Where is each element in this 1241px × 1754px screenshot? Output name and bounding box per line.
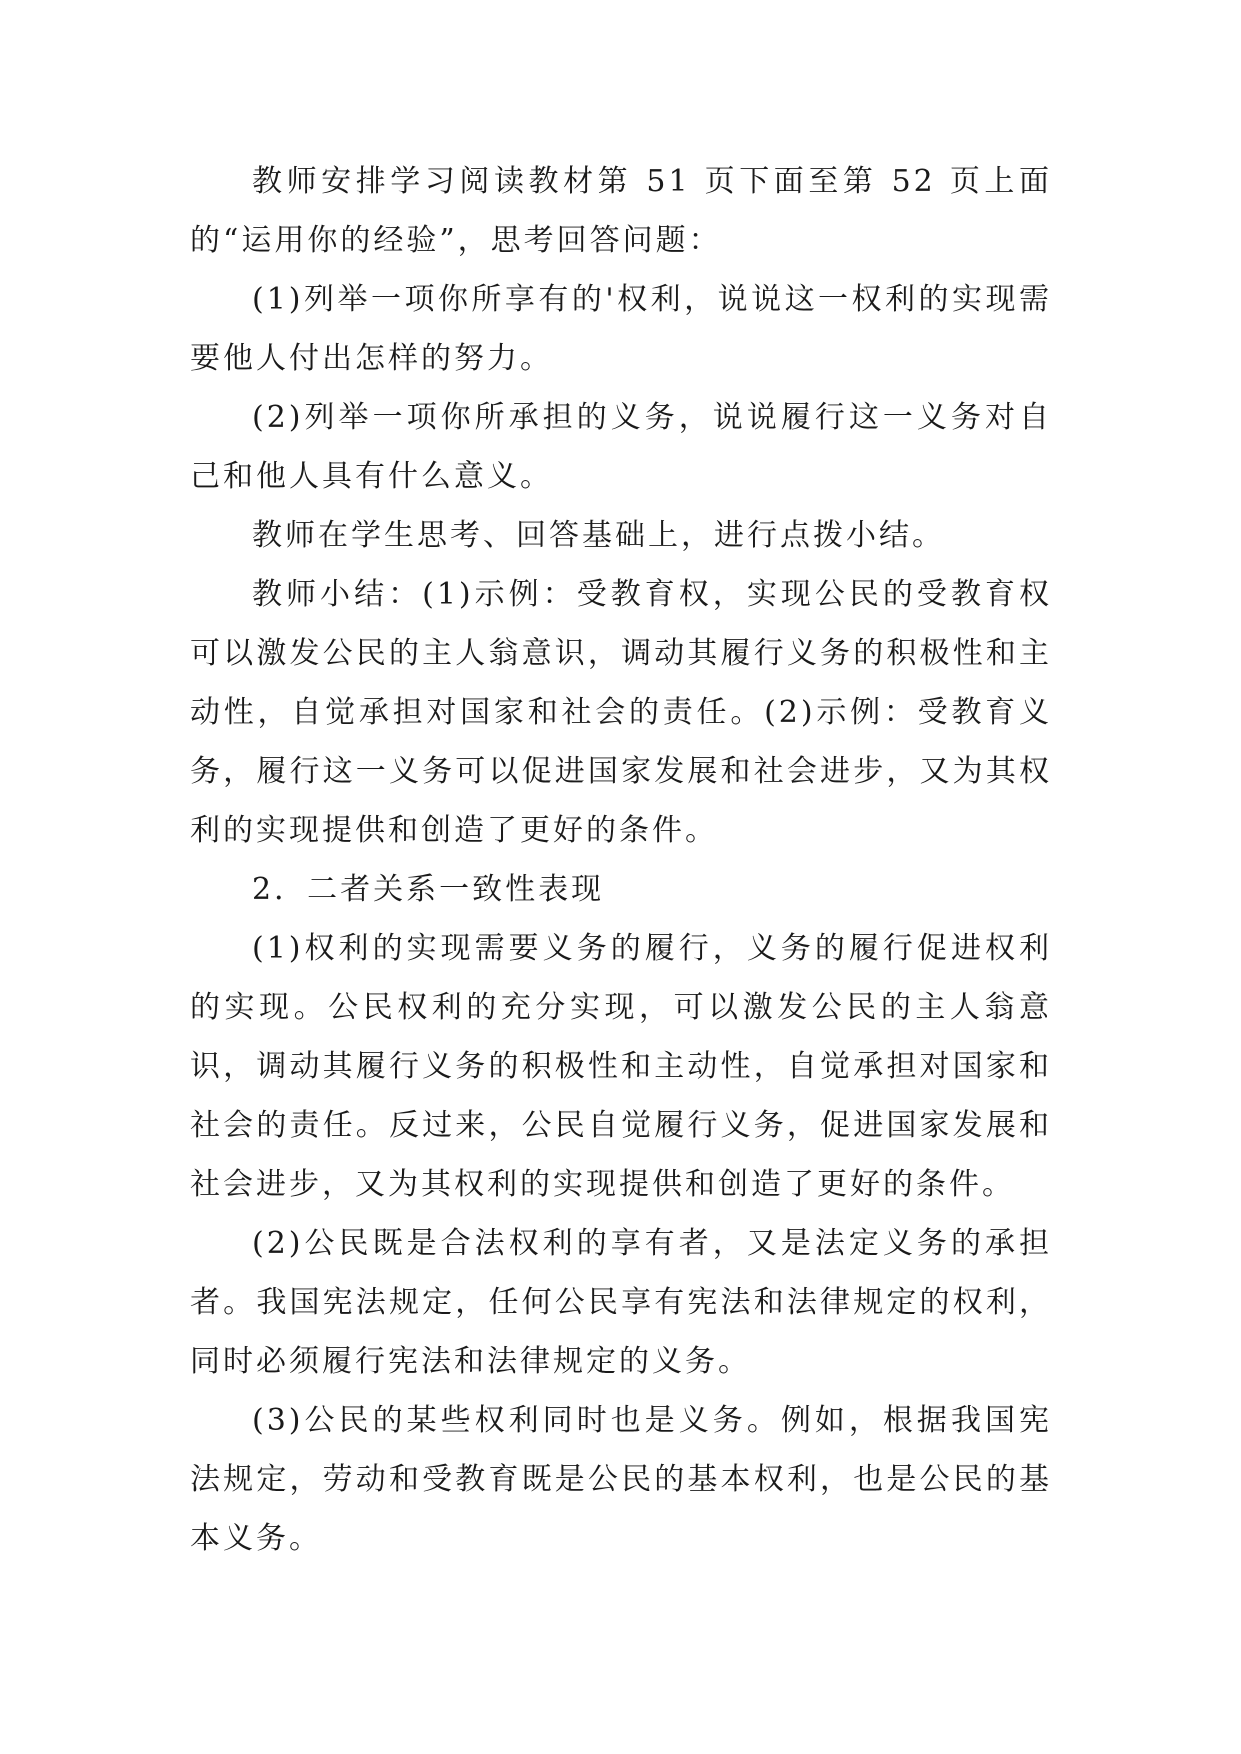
paragraph-question-2: (2)列举一项你所承担的义务，说说履行这一义务对自己和他人具有什么意义。 <box>190 400 1052 494</box>
section-heading: 2．二者关系一致性表现 <box>252 872 605 907</box>
paragraph-intro: 教师安排学习阅读教材第 51 页下面至第 52 页上面的“运用你的经验”，思考回答问题： <box>190 164 1052 258</box>
paragraph-teacher-guidance: 教师在学生思考、回答基础上，进行点拨小结。 <box>252 518 945 553</box>
document-body <box>190 152 1052 1568</box>
paragraph-point-3: (3)公民的某些权利同时也是义务。例如，根据我国宪法规定，劳动和受教育既是公民的基本权利，也是公民的基本义务。 <box>190 1403 1052 1556</box>
paragraph-teacher-summary: 教师小结：(1)示例：受教育权，实现公民的受教育权可以激发公民的主人翁意识，调动其履行义务的积极性和主动性，自觉承担对国家和社会的责任。(2)示例：受教育义务，履行这一义务可以促进国家发展和社会进步，又为其权利的实现提供和创造了更好的条件。 <box>190 577 1052 848</box>
paragraph-point-2: (2)公民既是合法权利的享有者，又是法定义务的承担者。我国宪法规定，任何公民享有宪法和法律规定的权利，同时必须履行宪法和法律规定的义务。 <box>190 1226 1052 1379</box>
paragraph-point-1: (1)权利的实现需要义务的履行，义务的履行促进权利的实现。公民权利的充分实现，可以激发公民的主人翁意识，调动其履行义务的积极性和主动性，自觉承担对国家和社会的责任。反过来，公民自觉履行义务，促进国家发展和社会进步，又为其权利的实现提供和创造了更好的条件。 <box>190 931 1052 1202</box>
paragraph-question-1: (1)列举一项你所享有的'权利，说说这一权利的实现需要他人付出怎样的努力。 <box>190 282 1052 376</box>
